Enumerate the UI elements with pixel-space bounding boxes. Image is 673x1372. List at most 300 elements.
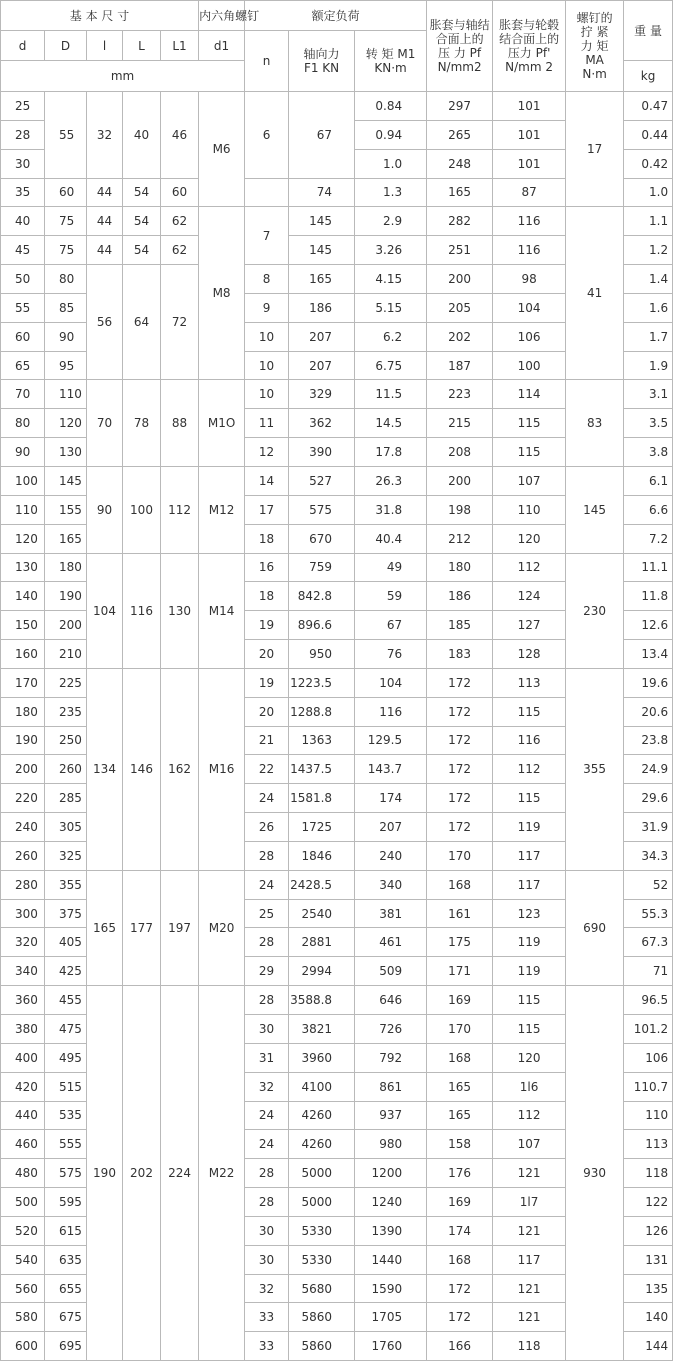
cell-wt: 1.7 xyxy=(624,322,673,351)
cell-m1: 861 xyxy=(355,1072,427,1101)
cell-pf: 172 xyxy=(427,813,493,842)
cell-f1: 4100 xyxy=(289,1072,355,1101)
cell-wt: 24.9 xyxy=(624,755,673,784)
cell-n: 10 xyxy=(245,380,289,409)
cell-n: 30 xyxy=(245,1245,289,1274)
cell-f1: 575 xyxy=(289,495,355,524)
cell-n: 16 xyxy=(245,553,289,582)
cell-f1: 329 xyxy=(289,380,355,409)
cell-m1: 937 xyxy=(355,1101,427,1130)
cell-pf: 202 xyxy=(427,322,493,351)
cell-m1: 1.0 xyxy=(355,149,427,178)
cell-pf: 169 xyxy=(427,986,493,1015)
table-row xyxy=(1,380,673,409)
cell-l: 54 xyxy=(123,207,161,236)
cell-f1: 5330 xyxy=(289,1245,355,1274)
cell-ma: 145 xyxy=(566,466,624,553)
cell-pf2: 117 xyxy=(493,1245,566,1274)
cell-pf: 223 xyxy=(427,380,493,409)
cell-n: 18 xyxy=(245,524,289,553)
cell-d: 60 xyxy=(45,178,87,207)
cell-pf2: 115 xyxy=(493,1015,566,1044)
cell-wt: 20.6 xyxy=(624,697,673,726)
cell-d1: M14 xyxy=(199,553,245,668)
cell-pf2: 101 xyxy=(493,120,566,149)
cell-n: 20 xyxy=(245,640,289,669)
cell-pf2: 116 xyxy=(493,726,566,755)
cell-n: 28 xyxy=(245,986,289,1015)
cell-pf: 171 xyxy=(427,957,493,986)
cell-pf2: 117 xyxy=(493,870,566,899)
cell-n: 33 xyxy=(245,1303,289,1332)
cell-d: 55 xyxy=(1,293,45,322)
cell-pf2: 115 xyxy=(493,438,566,467)
cell-d: 560 xyxy=(1,1274,45,1303)
cell-d: 380 xyxy=(1,1015,45,1044)
cell-pf: 169 xyxy=(427,1188,493,1217)
cell-pf2: 1l7 xyxy=(493,1188,566,1217)
cell-d: 235 xyxy=(45,697,87,726)
cell-pf2: 119 xyxy=(493,813,566,842)
cell-pf2: 116 xyxy=(493,236,566,265)
cell-n: 28 xyxy=(245,841,289,870)
cell-pf: 165 xyxy=(427,178,493,207)
cell-wt: 110.7 xyxy=(624,1072,673,1101)
cell-d: 95 xyxy=(45,351,87,380)
cell-pf2: 113 xyxy=(493,668,566,697)
cell-m1: 17.8 xyxy=(355,438,427,467)
cell-l1: 60 xyxy=(161,178,199,207)
cell-d: 600 xyxy=(1,1332,45,1361)
cell-pf2: 115 xyxy=(493,986,566,1015)
cell-m1: 0.94 xyxy=(355,120,427,149)
cell-pf2: 107 xyxy=(493,466,566,495)
cell-n: 6 xyxy=(245,92,289,179)
cell-pf: 265 xyxy=(427,120,493,149)
cell-n: 28 xyxy=(245,1159,289,1188)
header-col-D: D xyxy=(45,31,87,61)
cell-wt: 135 xyxy=(624,1274,673,1303)
cell-d: 500 xyxy=(1,1188,45,1217)
cell-d: 420 xyxy=(1,1072,45,1101)
header-col-n: n xyxy=(245,31,289,92)
cell-pf2: 114 xyxy=(493,380,566,409)
cell-f1: 362 xyxy=(289,409,355,438)
cell-d: 260 xyxy=(1,841,45,870)
cell-d: 515 xyxy=(45,1072,87,1101)
cell-l: 104 xyxy=(87,553,123,668)
cell-d: 425 xyxy=(45,957,87,986)
cell-n: 30 xyxy=(245,1216,289,1245)
cell-l: 190 xyxy=(87,986,123,1361)
cell-d: 160 xyxy=(1,640,45,669)
cell-pf2: 100 xyxy=(493,351,566,380)
cell-pf2: 119 xyxy=(493,928,566,957)
cell-pf: 168 xyxy=(427,1245,493,1274)
cell-l1: 197 xyxy=(161,870,199,985)
cell-d: 340 xyxy=(1,957,45,986)
header-col-d1: d1 xyxy=(199,31,245,61)
cell-d1: M1O xyxy=(199,380,245,467)
cell-pf: 166 xyxy=(427,1332,493,1361)
cell-d: 110 xyxy=(45,380,87,409)
cell-m1: 1705 xyxy=(355,1303,427,1332)
cell-pf2: 120 xyxy=(493,524,566,553)
cell-m1: 174 xyxy=(355,784,427,813)
cell-wt: 6.1 xyxy=(624,466,673,495)
cell-m1: 340 xyxy=(355,870,427,899)
cell-pf: 158 xyxy=(427,1130,493,1159)
cell-d: 130 xyxy=(1,553,45,582)
cell-d: 220 xyxy=(1,784,45,813)
cell-pf: 172 xyxy=(427,755,493,784)
cell-d: 250 xyxy=(45,726,87,755)
cell-n: 30 xyxy=(245,1015,289,1044)
cell-d: 285 xyxy=(45,784,87,813)
cell-d: 120 xyxy=(45,409,87,438)
cell-d: 360 xyxy=(1,986,45,1015)
cell-ma: 230 xyxy=(566,553,624,668)
cell-l: 177 xyxy=(123,870,161,985)
cell-d1: M16 xyxy=(199,668,245,870)
cell-pf: 187 xyxy=(427,351,493,380)
cell-d: 460 xyxy=(1,1130,45,1159)
cell-l: 44 xyxy=(87,236,123,265)
cell-d: 355 xyxy=(45,870,87,899)
cell-m1: 59 xyxy=(355,582,427,611)
cell-m1: 5.15 xyxy=(355,293,427,322)
cell-n: 28 xyxy=(245,1188,289,1217)
cell-pf2: 101 xyxy=(493,149,566,178)
cell-n: 19 xyxy=(245,611,289,640)
cell-ma: 930 xyxy=(566,986,624,1361)
cell-pf: 168 xyxy=(427,1043,493,1072)
header-col-L1: L1 xyxy=(161,31,199,61)
cell-f1: 1223.5 xyxy=(289,668,355,697)
cell-m1: 2.9 xyxy=(355,207,427,236)
cell-f1: 896.6 xyxy=(289,611,355,640)
cell-f1: 145 xyxy=(289,236,355,265)
cell-pf: 172 xyxy=(427,697,493,726)
cell-d: 170 xyxy=(1,668,45,697)
cell-pf2: 104 xyxy=(493,293,566,322)
cell-l1: 112 xyxy=(161,466,199,553)
header-col-l: l xyxy=(87,31,123,61)
cell-wt: 1.6 xyxy=(624,293,673,322)
cell-pf: 297 xyxy=(427,92,493,121)
cell-d: 260 xyxy=(45,755,87,784)
table-row xyxy=(1,553,673,582)
cell-d1: M12 xyxy=(199,466,245,553)
cell-m1: 14.5 xyxy=(355,409,427,438)
cell-n: 21 xyxy=(245,726,289,755)
cell-f1: 2540 xyxy=(289,899,355,928)
cell-pf: 172 xyxy=(427,1303,493,1332)
cell-pf: 168 xyxy=(427,870,493,899)
cell-d: 100 xyxy=(1,466,45,495)
cell-d: 55 xyxy=(45,92,87,179)
cell-l: 90 xyxy=(87,466,123,553)
cell-wt: 140 xyxy=(624,1303,673,1332)
header-weight: 重 量 xyxy=(624,1,673,61)
cell-d: 635 xyxy=(45,1245,87,1274)
cell-pf2: 106 xyxy=(493,322,566,351)
header-bolt-torque: 螺钉的 拧 紧 力 矩 MA N·m xyxy=(566,1,624,92)
cell-f1: 1363 xyxy=(289,726,355,755)
cell-n: 10 xyxy=(245,322,289,351)
table-row xyxy=(1,466,673,495)
cell-pf: 198 xyxy=(427,495,493,524)
cell-d: 695 xyxy=(45,1332,87,1361)
cell-d: 65 xyxy=(1,351,45,380)
cell-ma: 690 xyxy=(566,870,624,985)
cell-d: 110 xyxy=(1,495,45,524)
cell-d: 575 xyxy=(45,1159,87,1188)
cell-l: 44 xyxy=(87,178,123,207)
cell-d: 520 xyxy=(1,1216,45,1245)
cell-l1: 88 xyxy=(161,380,199,467)
cell-n: 19 xyxy=(245,668,289,697)
cell-m1: 1240 xyxy=(355,1188,427,1217)
cell-wt: 144 xyxy=(624,1332,673,1361)
cell-d: 580 xyxy=(1,1303,45,1332)
cell-wt: 96.5 xyxy=(624,986,673,1015)
cell-m1: 26.3 xyxy=(355,466,427,495)
cell-f1: 670 xyxy=(289,524,355,553)
cell-d1: M6 xyxy=(199,92,245,207)
cell-d: 475 xyxy=(45,1015,87,1044)
cell-m1: 980 xyxy=(355,1130,427,1159)
cell-d1: M22 xyxy=(199,986,245,1361)
cell-n: 24 xyxy=(245,1101,289,1130)
cell-pf2: 1l6 xyxy=(493,1072,566,1101)
cell-m1: 646 xyxy=(355,986,427,1015)
cell-pf: 175 xyxy=(427,928,493,957)
cell-l: 32 xyxy=(87,92,123,179)
cell-wt: 3.8 xyxy=(624,438,673,467)
cell-n: 24 xyxy=(245,784,289,813)
cell-m1: 40.4 xyxy=(355,524,427,553)
cell-m1: 0.84 xyxy=(355,92,427,121)
cell-f1: 3821 xyxy=(289,1015,355,1044)
cell-wt: 101.2 xyxy=(624,1015,673,1044)
cell-wt: 29.6 xyxy=(624,784,673,813)
cell-f1: 527 xyxy=(289,466,355,495)
cell-pf: 161 xyxy=(427,899,493,928)
cell-f1: 4260 xyxy=(289,1130,355,1159)
cell-d: 28 xyxy=(1,120,45,149)
cell-wt: 67.3 xyxy=(624,928,673,957)
cell-m1: 6.2 xyxy=(355,322,427,351)
table-row xyxy=(1,668,673,697)
cell-d: 615 xyxy=(45,1216,87,1245)
cell-d: 120 xyxy=(1,524,45,553)
cell-pf2: 116 xyxy=(493,207,566,236)
cell-d: 495 xyxy=(45,1043,87,1072)
cell-wt: 11.1 xyxy=(624,553,673,582)
header-sleeve-shaft-pressure: 胀套与轴结合面上的 压 力 Pf N/mm2 xyxy=(427,1,493,92)
cell-d: 80 xyxy=(1,409,45,438)
header-rated-load: 额定负荷 xyxy=(245,1,427,31)
cell-f1: 5860 xyxy=(289,1303,355,1332)
cell-d: 45 xyxy=(1,236,45,265)
cell-wt: 110 xyxy=(624,1101,673,1130)
cell-pf2: 87 xyxy=(493,178,566,207)
cell-m1: 76 xyxy=(355,640,427,669)
cell-l1: 162 xyxy=(161,668,199,870)
cell-d: 75 xyxy=(45,207,87,236)
cell-wt: 1.4 xyxy=(624,265,673,294)
cell-f1: 3588.8 xyxy=(289,986,355,1015)
cell-wt: 19.6 xyxy=(624,668,673,697)
cell-pf: 172 xyxy=(427,726,493,755)
cell-l1: 62 xyxy=(161,236,199,265)
cell-n: 25 xyxy=(245,899,289,928)
header-hex-bolt: 内六角螺钉 xyxy=(199,1,245,31)
cell-d: 155 xyxy=(45,495,87,524)
cell-pf2: 107 xyxy=(493,1130,566,1159)
cell-n: 22 xyxy=(245,755,289,784)
cell-f1: 145 xyxy=(289,207,355,236)
cell-l: 64 xyxy=(123,265,161,380)
cell-pf2: 121 xyxy=(493,1303,566,1332)
cell-wt: 7.2 xyxy=(624,524,673,553)
cell-ma: 17 xyxy=(566,92,624,207)
cell-pf: 172 xyxy=(427,784,493,813)
cell-m1: 31.8 xyxy=(355,495,427,524)
cell-m1: 1760 xyxy=(355,1332,427,1361)
cell-d: 80 xyxy=(45,265,87,294)
cell-d: 555 xyxy=(45,1130,87,1159)
cell-l1: 72 xyxy=(161,265,199,380)
cell-f1: 1846 xyxy=(289,841,355,870)
cell-pf: 170 xyxy=(427,841,493,870)
cell-n: 7 xyxy=(245,207,289,265)
cell-wt: 3.5 xyxy=(624,409,673,438)
cell-n: 17 xyxy=(245,495,289,524)
cell-pf2: 123 xyxy=(493,899,566,928)
header-sleeve-hub-pressure: 胀套与轮毂结合面上的压力 Pf' N/mm 2 xyxy=(493,1,566,92)
cell-pf2: 112 xyxy=(493,553,566,582)
cell-d: 180 xyxy=(1,697,45,726)
cell-pf2: 115 xyxy=(493,409,566,438)
cell-pf2: 121 xyxy=(493,1159,566,1188)
cell-pf: 176 xyxy=(427,1159,493,1188)
table-body xyxy=(1,92,673,1361)
cell-f1: 5680 xyxy=(289,1274,355,1303)
cell-l1: 46 xyxy=(161,92,199,179)
cell-m1: 67 xyxy=(355,611,427,640)
cell-m1: 240 xyxy=(355,841,427,870)
cell-d: 595 xyxy=(45,1188,87,1217)
cell-l: 40 xyxy=(123,92,161,179)
cell-d: 70 xyxy=(1,380,45,409)
cell-pf: 174 xyxy=(427,1216,493,1245)
cell-pf: 172 xyxy=(427,1274,493,1303)
cell-d: 280 xyxy=(1,870,45,899)
cell-d: 535 xyxy=(45,1101,87,1130)
cell-f1: 5330 xyxy=(289,1216,355,1245)
cell-f1: 842.8 xyxy=(289,582,355,611)
cell-m1: 1.3 xyxy=(355,178,427,207)
cell-n: 29 xyxy=(245,957,289,986)
cell-d: 40 xyxy=(1,207,45,236)
cell-pf: 215 xyxy=(427,409,493,438)
cell-f1: 165 xyxy=(289,265,355,294)
cell-f1: 207 xyxy=(289,351,355,380)
cell-d: 30 xyxy=(1,149,45,178)
cell-d: 405 xyxy=(45,928,87,957)
cell-d: 240 xyxy=(1,813,45,842)
cell-f1: 5860 xyxy=(289,1332,355,1361)
cell-d: 145 xyxy=(45,466,87,495)
cell-wt: 122 xyxy=(624,1188,673,1217)
cell-d: 200 xyxy=(1,755,45,784)
cell-pf2: 124 xyxy=(493,582,566,611)
cell-pf: 251 xyxy=(427,236,493,265)
cell-wt: 71 xyxy=(624,957,673,986)
cell-d: 455 xyxy=(45,986,87,1015)
cell-l: 44 xyxy=(87,207,123,236)
cell-wt: 0.44 xyxy=(624,120,673,149)
cell-m1: 381 xyxy=(355,899,427,928)
cell-pf2: 98 xyxy=(493,265,566,294)
cell-d: 165 xyxy=(45,524,87,553)
header-torque: 转 矩 M1 KN·m xyxy=(355,31,427,92)
cell-wt: 3.1 xyxy=(624,380,673,409)
cell-d: 200 xyxy=(45,611,87,640)
cell-pf2: 115 xyxy=(493,784,566,813)
cell-l1: 62 xyxy=(161,207,199,236)
cell-f1: 74 xyxy=(289,178,355,207)
cell-d: 90 xyxy=(45,322,87,351)
cell-n: 10 xyxy=(245,351,289,380)
cell-d: 300 xyxy=(1,899,45,928)
cell-pf2: 112 xyxy=(493,755,566,784)
cell-pf2: 121 xyxy=(493,1216,566,1245)
cell-d: 60 xyxy=(1,322,45,351)
cell-wt: 1.1 xyxy=(624,207,673,236)
cell-pf2: 112 xyxy=(493,1101,566,1130)
cell-d: 375 xyxy=(45,899,87,928)
cell-pf2: 119 xyxy=(493,957,566,986)
cell-m1: 6.75 xyxy=(355,351,427,380)
cell-wt: 126 xyxy=(624,1216,673,1245)
cell-wt: 1.2 xyxy=(624,236,673,265)
cell-m1: 143.7 xyxy=(355,755,427,784)
cell-pf: 200 xyxy=(427,466,493,495)
cell-pf: 172 xyxy=(427,668,493,697)
cell-f1: 1288.8 xyxy=(289,697,355,726)
cell-l: 78 xyxy=(123,380,161,467)
cell-d: 35 xyxy=(1,178,45,207)
cell-wt: 118 xyxy=(624,1159,673,1188)
cell-pf: 183 xyxy=(427,640,493,669)
cell-wt: 34.3 xyxy=(624,841,673,870)
table-header xyxy=(1,1,673,92)
cell-d: 130 xyxy=(45,438,87,467)
cell-wt: 31.9 xyxy=(624,813,673,842)
cell-pf: 185 xyxy=(427,611,493,640)
cell-f1: 1437.5 xyxy=(289,755,355,784)
cell-wt: 0.42 xyxy=(624,149,673,178)
header-unit-kg: kg xyxy=(624,61,673,92)
cell-l1: 224 xyxy=(161,986,199,1361)
cell-f1: 759 xyxy=(289,553,355,582)
cell-wt: 0.47 xyxy=(624,92,673,121)
cell-f1: 950 xyxy=(289,640,355,669)
cell-n: 24 xyxy=(245,870,289,899)
